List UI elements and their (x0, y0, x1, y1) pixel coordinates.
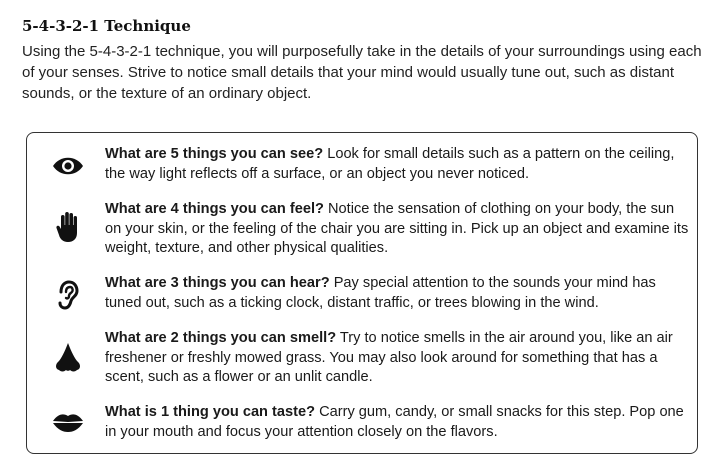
sense-text (105, 200, 690, 259)
intro-paragraph: Using the 5-4-3-2-1 technique, you will purposefully take in the details of your surroundings using each of your senses. Strive to notice small details that your mind would usually tune out, such as distant sounds, or the texture of an ordinary object. (22, 43, 702, 102)
sense-body: Notice the sensation of clothing on your body, the sun on your skin, or the feeling of the chair you are sitting in. Pick up an object and examine its weight, texture, and other physical qualities. (105, 201, 689, 256)
sense-body: Pay special attention to the sounds your mind has tuned out, such as a ticking clock, distant traffic, or trees blowing in the wind. (105, 275, 656, 311)
sense-question: What is 1 thing you can taste? (105, 404, 316, 420)
lips-icon (49, 403, 87, 441)
sense-text (105, 329, 690, 388)
sense-question: What are 5 things you can see? (105, 146, 324, 162)
sense-text (105, 145, 690, 184)
sense-body: Try to notice smells in the air around you, like an air freshener or freshly mowed grass. You may also look around for something that has a scent, such as a flower or an unlit candle. (105, 330, 673, 385)
page-title: 5-4-3-2-1 Technique (22, 17, 191, 35)
sense-text (105, 274, 690, 313)
hand-icon (49, 208, 87, 246)
sense-question: What are 2 things you can smell? (105, 330, 337, 346)
eye-icon (49, 147, 87, 185)
ear-icon (49, 276, 87, 314)
sense-question: What are 4 things you can feel? (105, 201, 324, 217)
senses-box (26, 132, 698, 454)
sense-question: What are 3 things you can hear? (105, 275, 330, 291)
sense-text (105, 403, 690, 442)
sense-body: Look for small details such as a pattern on the ceiling, the way light reflects off a surface, or an object you never noticed. (105, 146, 675, 182)
sense-body: Carry gum, candy, or small snacks for this step. Pop one in your mouth and focus your attention closely on the flavors. (105, 404, 684, 440)
nose-icon (49, 339, 87, 377)
